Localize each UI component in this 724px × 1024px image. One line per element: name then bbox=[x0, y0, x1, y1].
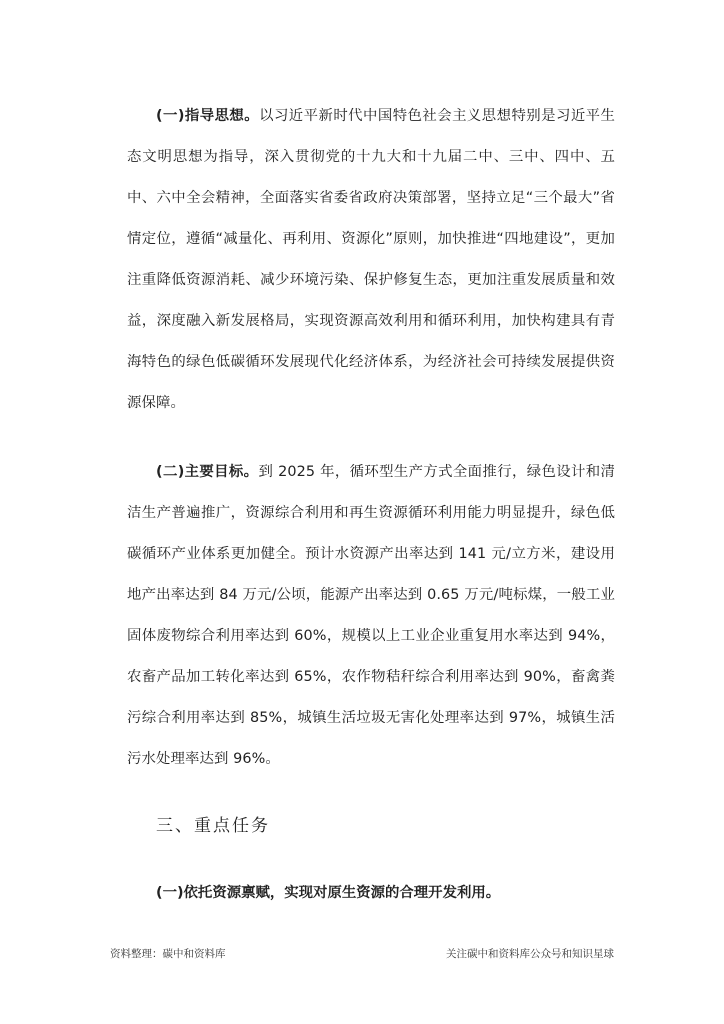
paragraph-guiding-ideology bbox=[127, 96, 615, 424]
paragraph-lead-main-goals: (二)主要目标。 bbox=[156, 464, 259, 480]
footer-source: 资料整理：碳中和资料库 bbox=[110, 948, 226, 960]
section-heading-key-tasks: 三、重点任务 bbox=[156, 816, 270, 836]
paragraph-lead-guiding-ideology: (一)指导思想。 bbox=[156, 108, 260, 124]
paragraph-body-guiding-ideology: 以习近平新时代中国特色社会主义思想特别是习近平生态文明思想为指导，深入贯彻党的十九大和十九届二中、三中、四中、五中、六中全会精神，全面落实省委省政府决策部署，坚持立足“三个最大”省情定位，遵循“减量化、再利用、资源化”原则，加快推进“四地建设”，更加注重降低资源消耗、减少环境污染、保护修复生态，更加注重发展质量和效益，深度融入新发展格局，实现资源高效利用和循环利用，加快构建具有青海特色的绿色低碳循环发展现代化经济体系，为经济社会可持续发展提供资源保障。 bbox=[127, 108, 615, 411]
paragraph-main-goals bbox=[127, 452, 615, 780]
paragraph-body-main-goals: 到 2025 年，循环型生产方式全面推行，绿色设计和清洁生产普遍推广，资源综合利用和再生资源循环利用能力明显提升，绿色低碳循环产业体系更加健全。预计水资源产出率达到 141 元/立方米，建设用地产出率达到 84 万元/公顷，能源产出率达到 0.65 万元/吨标煤，一般工业固体废物综合利用率达到 60%，规模以上工业企业重复用水率达到 94%，农畜产品加工转化率达到 65%，农作物秸秆综合利用率达到 90%，畜禽粪污综合利用率达到 85%，城镇生活垃圾无害化处理率达到 97%，城镇生活污水处理率达到 96%。 bbox=[127, 464, 615, 767]
subheading-resource-endowment: (一)依托资源禀赋，实现对原生资源的合理开发利用。 bbox=[156, 885, 501, 901]
footer-follow-note: 关注碳中和资料库公众号和知识星球 bbox=[446, 948, 614, 960]
